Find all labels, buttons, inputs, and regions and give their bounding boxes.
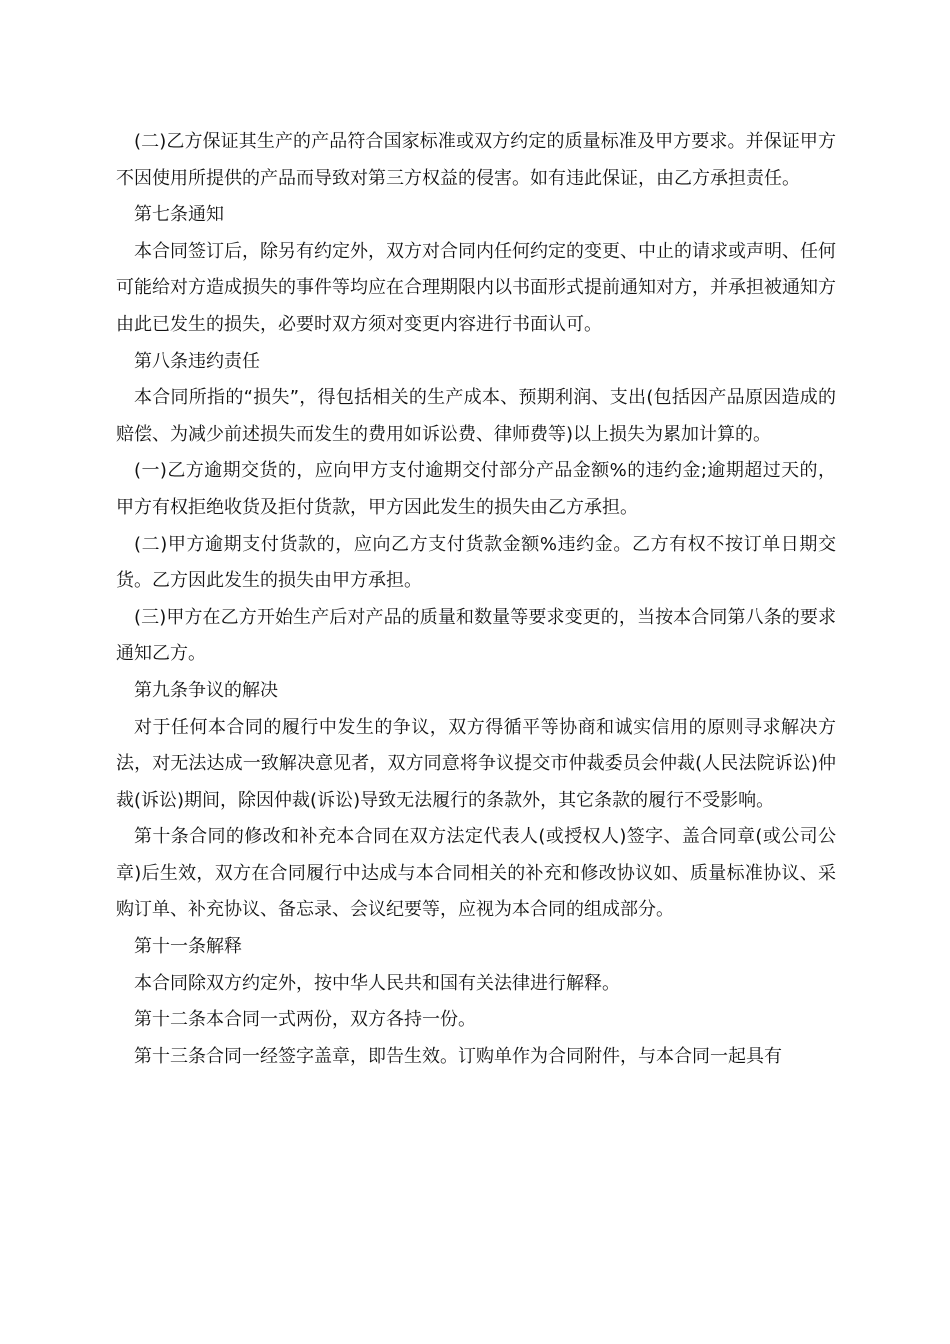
paragraph-article-8-1: (一)乙方逾期交货的，应向甲方支付逾期交付部分产品金额%的违约金;逾期超过天的，甲方有权拒绝收货及拒付货款，甲方因此发生的损失由乙方承担。 bbox=[116, 460, 836, 518]
paragraph-article-8-2: (二)甲方逾期支付货款的，应向乙方支付货款金额%违约金。乙方有权不按订单日期交货。乙方因此发生的损失由甲方承担。 bbox=[116, 533, 836, 592]
paragraph-article-13: 第十三条合同一经签字盖章，即告生效。订购单作为合同附件，与本合同一起具有 bbox=[134, 1045, 782, 1067]
paragraph-article-12: 第十二条本合同一式两份，双方各持一份。 bbox=[134, 1009, 476, 1031]
heading-article-11-interpretation: 第十一条解释 bbox=[134, 936, 242, 958]
paragraph-article-11-body: 本合同除双方约定外，按中华人民共和国有关法律进行解释。 bbox=[134, 972, 620, 994]
paragraph-article-9-body: 对于任何本合同的履行中发生的争议，双方得循平等协商和诚实信用的原则寻求解决方法，对无法达成一致解决意见者，双方同意将争议提交市仲裁委员会仲裁(人民法院诉讼)仲裁(诉讼)期间，除因仲裁(诉讼)导致无法履行的条款外，其它条款的履行不受影响。 bbox=[116, 716, 836, 811]
paragraph-article-8-3: (三)甲方在乙方开始生产后对产品的质量和数量等要求变更的，当按本合同第八条的要求通知乙方。 bbox=[116, 606, 836, 665]
paragraph-article-10-amendment: 第十条合同的修改和补充本合同在双方法定代表人(或授权人)签字、盖合同章(或公司公章)后生效，双方在合同履行中达成与本合同相关的补充和修改协议如、质量标准协议、采购订单、补充协议、备忘录、会议纪要等，应视为本合同的组成部分。 bbox=[116, 826, 836, 921]
heading-article-8-liability: 第八条违约责任 bbox=[134, 350, 260, 372]
paragraph-article-8-loss-definition: 本合同所指的“损失”，得包括相关的生产成本、预期利润、支出(包括因产品原因造成的赔偿、为减少前述损失而发生的费用如诉讼费、律师费等)以上损失为累加计算的。 bbox=[116, 387, 836, 445]
paragraph-article-7-body: 本合同签订后，除另有约定外，双方对合同内任何约定的变更、中止的请求或声明、任何可能给对方造成损失的事件等均应在合理期限内以书面形式提前通知对方，并承担被通知方由此已发生的损失，必要时双方须对变更内容进行书面认可。 bbox=[116, 240, 836, 335]
document-body bbox=[116, 124, 836, 1075]
heading-article-9-disputes: 第九条争议的解决 bbox=[134, 679, 278, 701]
paragraph-clause-6-2: (二)乙方保证其生产的产品符合国家标准或双方约定的质量标准及甲方要求。并保证甲方不因使用所提供的产品而导致对第三方权益的侵害。如有违此保证，由乙方承担责任。 bbox=[116, 131, 836, 189]
heading-article-7-notice: 第七条通知 bbox=[134, 204, 224, 226]
